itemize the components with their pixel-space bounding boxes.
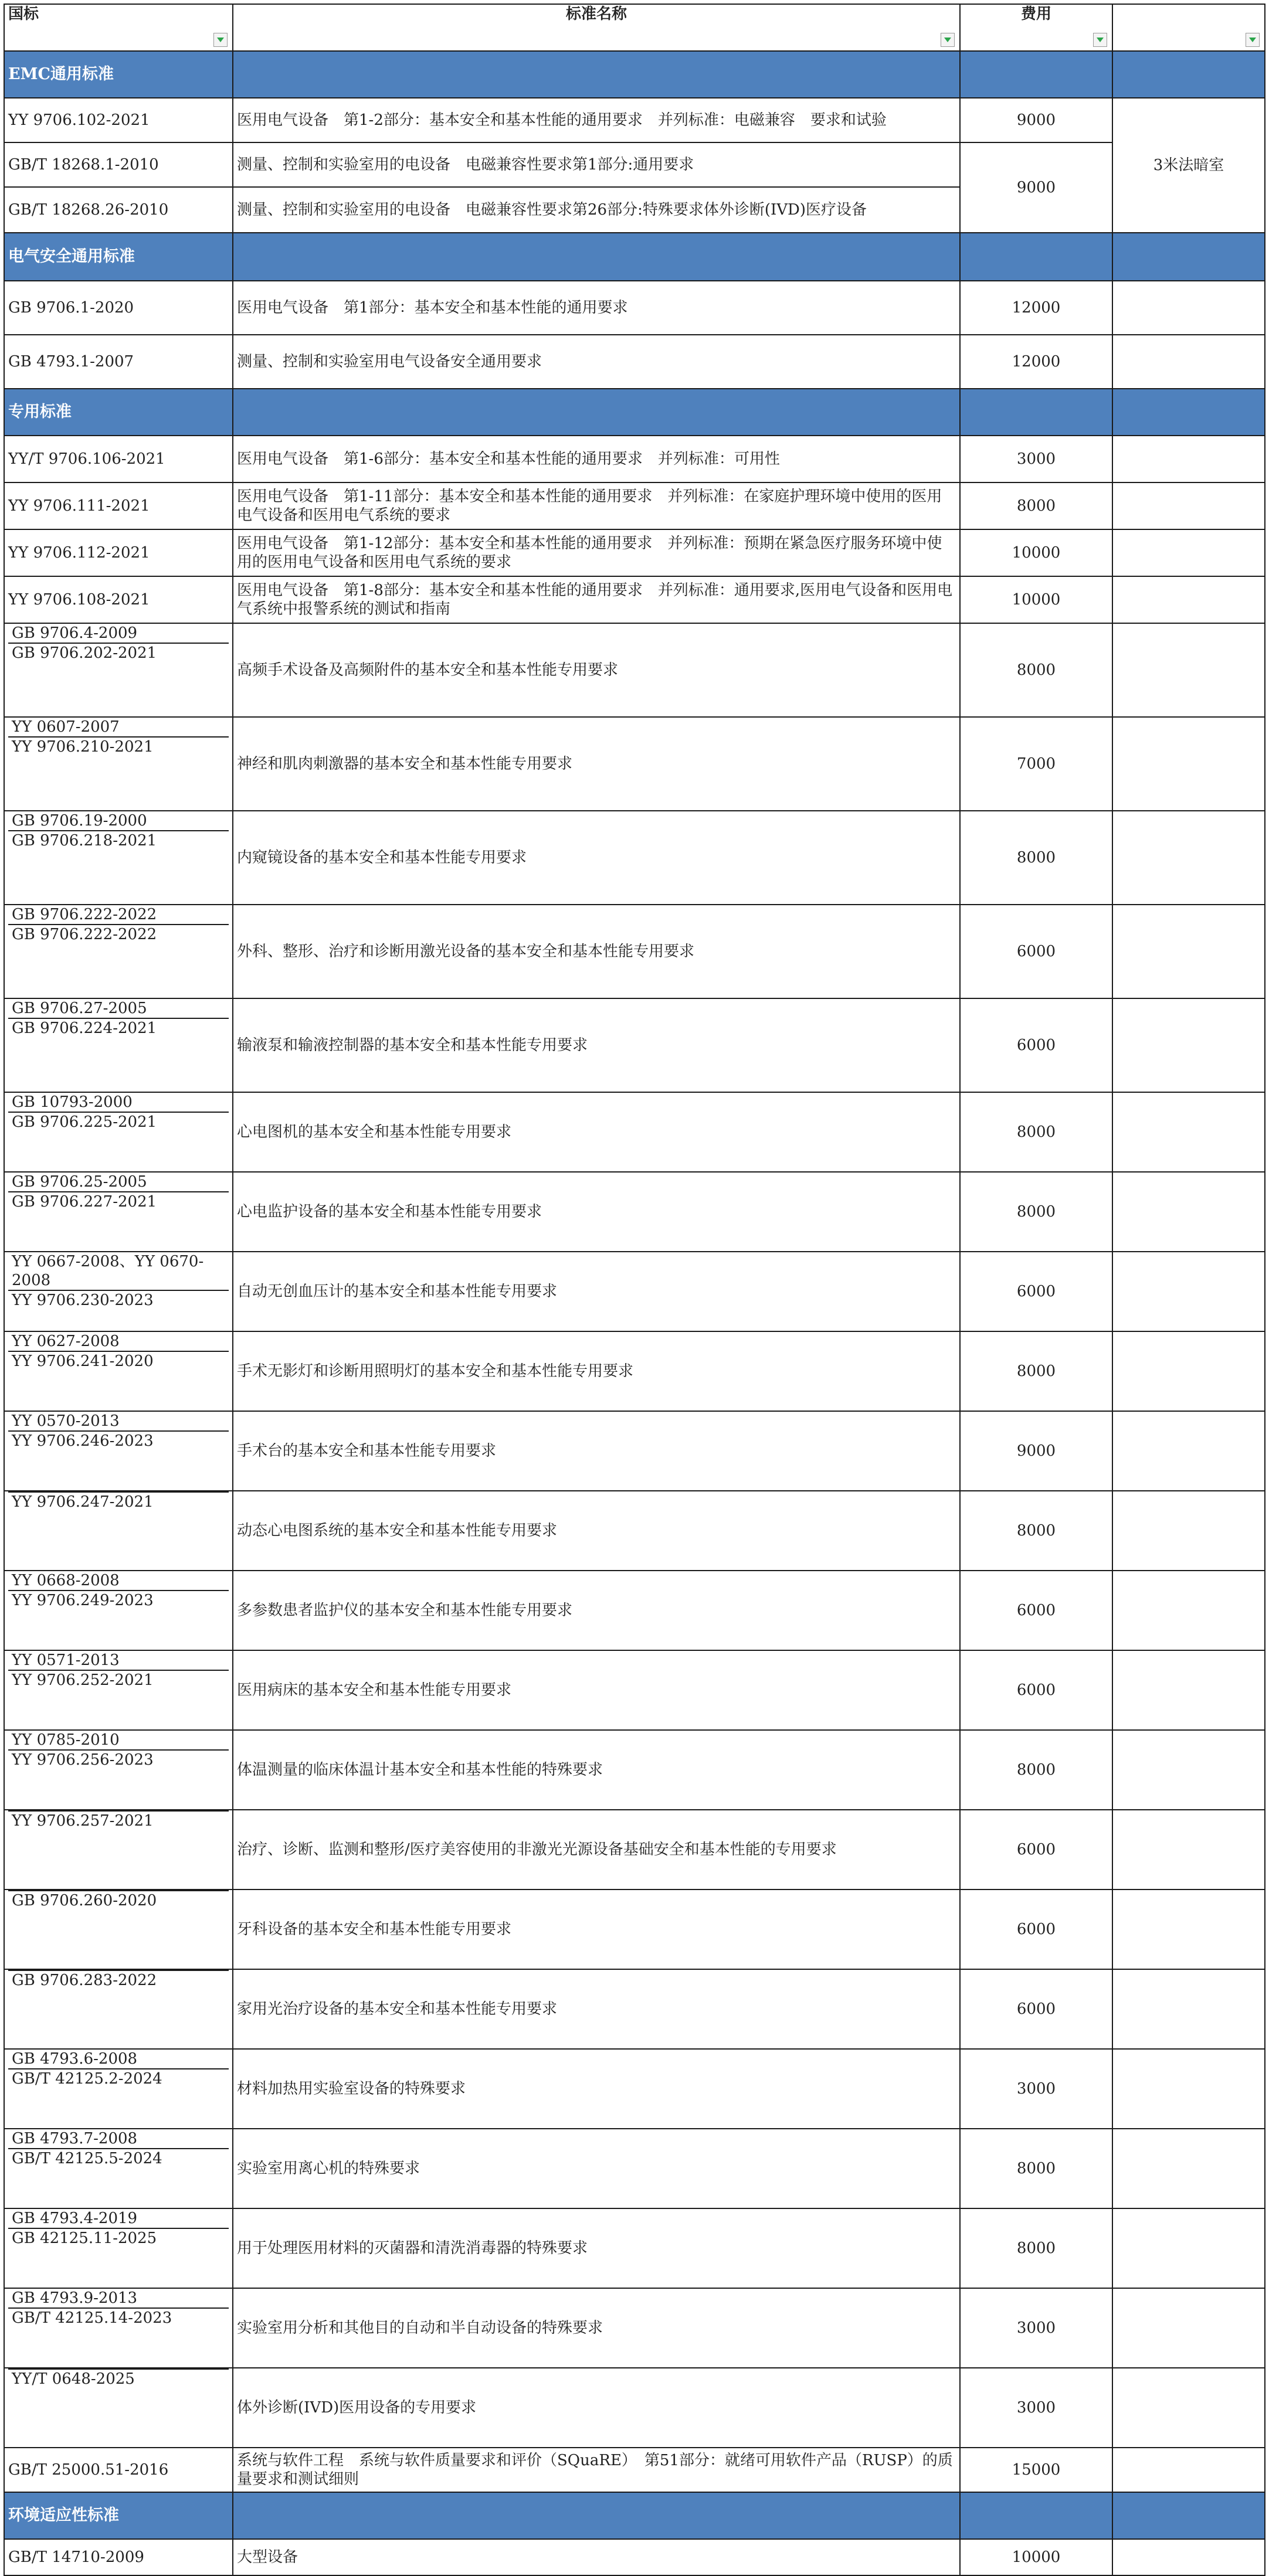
old-standard-code: GB 10793-2000 [8,1093,229,1113]
column-header-name-label: 标准名称 [565,5,627,23]
standard-code-cell[interactable] [4,2129,233,2208]
new-standard-code: GB 9706.222-2022 [12,926,157,943]
note-cell[interactable] [1112,1571,1265,1650]
standard-code-cell[interactable] [4,717,233,811]
standard-name-cell[interactable]: 实验室用分析和其他目的自动和半自动设备的特殊要求 [233,2288,960,2368]
new-standard-code: GB/T 42125.14-2023 [12,2309,172,2327]
standard-name-cell[interactable]: 医用电气设备 第1-6部分：基本安全和基本性能的通用要求 并列标准：可用性 [233,436,960,482]
new-standard-code: GB 9706.224-2021 [12,1019,157,1037]
standard-code-cell[interactable] [4,2288,233,2368]
standard-code-cell[interactable]: YY 9706.111-2021 [4,482,233,529]
fee-cell[interactable]: 10000 [960,2539,1112,2575]
fee-cell[interactable]: 6000 [960,1969,1112,2049]
standard-code-cell[interactable] [4,811,233,905]
table-row [4,142,1265,187]
note-cell[interactable] [1112,482,1265,529]
standard-code-cell[interactable]: GB 9706.1-2020 [4,281,233,335]
table-row [4,2208,1265,2288]
standard-name-cell[interactable]: 体温测量的临床体温计基本安全和基本性能的特殊要求 [233,1730,960,1810]
table-row [4,1650,1265,1730]
old-standard-code: GB 4793.4-2019 [8,2209,229,2229]
table-row [4,1969,1265,2049]
note-cell[interactable] [1112,717,1265,811]
old-standard-code: GB 4793.9-2013 [8,2289,229,2309]
old-standard-code: YY 0668-2008 [8,1571,229,1591]
new-standard-code: GB/T 42125.5-2024 [12,2150,162,2167]
standard-name-cell[interactable]: 外科、整形、治疗和诊断用激光设备的基本安全和基本性能专用要求 [233,905,960,998]
section-title[interactable]: EMC通用标准 [4,51,233,98]
standard-name-cell[interactable]: 输液泵和输液控制器的基本安全和基本性能专用要求 [233,998,960,1092]
standard-name-cell[interactable]: 系统与软件工程 系统与软件质量要求和评价（SQuaRE） 第51部分：就绪可用软件产品（RUSP）的质量要求和测试细则 [233,2448,960,2492]
fee-cell[interactable]: 3000 [960,2288,1112,2368]
standard-code-cell[interactable] [4,1730,233,1810]
new-standard-code: GB 9706.283-2022 [12,1972,157,1989]
note-cell[interactable] [1112,1172,1265,1252]
standard-name-cell[interactable]: 测量、控制和实验室用的电设备 电磁兼容性要求第26部分:特殊要求体外诊断(IVD)医疗设备 [233,187,960,233]
standard-name-cell[interactable]: 高频手术设备及高频附件的基本安全和基本性能专用要求 [233,623,960,717]
new-standard-code: YY 9706.256-2023 [12,1751,154,1769]
table-row [4,436,1265,482]
new-standard-code: GB 9706.225-2021 [12,1113,157,1131]
table-row [4,1252,1265,1331]
table-row [4,2448,1265,2492]
table-row [4,1810,1265,1889]
section-header-cell[interactable] [233,51,960,98]
note-cell[interactable] [1112,998,1265,1092]
new-standard-code: YY 9706.241-2020 [12,1352,154,1370]
table-row [4,1571,1265,1650]
fee-cell[interactable]: 8000 [960,1331,1112,1411]
section-header-cell[interactable] [960,233,1112,281]
standard-name-cell[interactable]: 体外诊断(IVD)医用设备的专用要求 [233,2368,960,2448]
new-standard-code: YY 9706.230-2023 [12,1292,154,1309]
standard-name-cell[interactable]: 手术台的基本安全和基本性能专用要求 [233,1411,960,1491]
new-standard-code: GB 9706.218-2021 [12,832,157,849]
table-row [4,905,1265,998]
old-standard-code: YY 0570-2013 [8,1412,229,1432]
fee-cell[interactable]: 9000 [960,98,1112,142]
fee-cell[interactable]: 8000 [960,482,1112,529]
table-row [4,717,1265,811]
fee-cell[interactable]: 8000 [960,1092,1112,1172]
note-cell[interactable] [1112,576,1265,623]
fee-cell[interactable]: 6000 [960,1650,1112,1730]
table-row [4,281,1265,335]
new-standard-code: YY/T 0648-2025 [12,2370,135,2388]
standard-code-cell[interactable] [4,2368,233,2448]
column-header-code[interactable] [4,4,233,51]
old-standard-code: YY 0627-2008 [8,1332,229,1352]
standard-code-cell[interactable] [4,998,233,1092]
section-title[interactable]: 专用标准 [4,389,233,436]
standard-code-cell[interactable]: YY 9706.102-2021 [4,98,233,142]
standard-name-cell[interactable]: 医用电气设备 第1-8部分：基本安全和基本性能的通用要求 并列标准：通用要求,医用电气设备和医用电气系统中报警系统的测试和指南 [233,576,960,623]
note-cell[interactable] [1112,1411,1265,1491]
standard-name-cell[interactable]: 医用电气设备 第1-12部分：基本安全和基本性能的通用要求 并列标准：预期在紧急医疗服务环境中使用的医用电气设备和医用电气系统的要求 [233,529,960,576]
table-row [4,2288,1265,2368]
section-header-cell[interactable] [960,389,1112,436]
section-header-cell[interactable] [1112,51,1265,98]
note-cell[interactable]: 3米法暗室 [1112,98,1265,233]
standard-code-cell[interactable] [4,1092,233,1172]
table-row [4,1411,1265,1491]
table-row [4,623,1265,717]
standard-name-cell[interactable]: 材料加热用实验室设备的特殊要求 [233,2049,960,2129]
old-standard-code: GB 9706.4-2009 [8,624,229,644]
fee-cell[interactable]: 9000 [960,142,1112,233]
table-row [4,482,1265,529]
fee-cell[interactable]: 8000 [960,811,1112,905]
note-cell[interactable] [1112,2288,1265,2368]
new-standard-code: YY 9706.249-2023 [12,1592,154,1609]
filter-dropdown-icon[interactable] [941,33,955,47]
new-standard-code: GB 9706.227-2021 [12,1193,157,1211]
standard-code-cell[interactable] [4,1252,233,1331]
standard-code-cell[interactable] [4,1331,233,1411]
note-cell[interactable] [1112,2368,1265,2448]
table-row [4,1889,1265,1969]
table-row [4,1730,1265,1810]
column-header-note[interactable] [1112,4,1265,51]
standard-name-cell[interactable]: 家用光治疗设备的基本安全和基本性能专用要求 [233,1969,960,2049]
new-standard-code: GB/T 42125.2-2024 [12,2070,162,2088]
table-row [4,98,1265,142]
note-cell[interactable] [1112,529,1265,576]
table-row [4,529,1265,576]
section-header-cell[interactable] [233,389,960,436]
standard-name-cell[interactable]: 手术无影灯和诊断用照明灯的基本安全和基本性能专用要求 [233,1331,960,1411]
fee-cell[interactable]: 10000 [960,576,1112,623]
standard-code-cell[interactable] [4,1491,233,1571]
column-header-name[interactable] [233,4,960,51]
standard-name-cell[interactable]: 测量、控制和实验室用的电设备 电磁兼容性要求第1部分:通用要求 [233,142,960,187]
standard-code-cell[interactable]: YY 9706.112-2021 [4,529,233,576]
section-header-row [4,51,1265,98]
section-header-cell[interactable] [233,2492,960,2539]
section-header-cell[interactable] [960,51,1112,98]
old-standard-code: GB 9706.19-2000 [8,811,229,831]
note-cell[interactable] [1112,1331,1265,1411]
standard-code-cell[interactable]: YY/T 9706.106-2021 [4,436,233,482]
fee-cell[interactable]: 6000 [960,1889,1112,1969]
standard-code-cell[interactable]: GB/T 18268.26-2010 [4,187,233,233]
note-cell[interactable] [1112,623,1265,717]
new-standard-code: YY 9706.246-2023 [12,1432,154,1450]
new-standard-code: YY 9706.247-2021 [12,1493,154,1511]
standard-code-cell[interactable]: YY 9706.108-2021 [4,576,233,623]
standard-code-cell[interactable] [4,905,233,998]
fee-cell[interactable]: 12000 [960,281,1112,335]
standard-name-cell[interactable]: 测量、控制和实验室用电气设备安全通用要求 [233,335,960,389]
standard-code-cell[interactable] [4,1571,233,1650]
old-standard-code: GB 4793.6-2008 [8,2050,229,2069]
section-header-cell[interactable] [1112,233,1265,281]
standard-code-cell[interactable] [4,1172,233,1252]
fee-cell[interactable]: 15000 [960,2448,1112,2492]
new-standard-code: GB 9706.260-2020 [12,1892,157,1909]
standard-name-cell[interactable]: 大型设备 [233,2539,960,2575]
table-row [4,2129,1265,2208]
table-body [4,51,1265,2575]
standard-code-cell[interactable]: GB/T 14710-2009 [4,2539,233,2575]
table-row [4,2368,1265,2448]
column-header-fee[interactable] [960,4,1112,51]
section-header-row [4,2492,1265,2539]
old-standard-code: YY 0607-2007 [8,718,229,738]
table-row [4,1491,1265,1571]
note-cell[interactable] [1112,281,1265,335]
old-standard-code: GB 9706.25-2005 [8,1173,229,1192]
new-standard-code: YY 9706.252-2021 [12,1671,154,1689]
note-cell[interactable] [1112,1969,1265,2049]
note-cell[interactable] [1112,2049,1265,2129]
standard-code-cell[interactable] [4,2049,233,2129]
standard-code-cell[interactable] [4,2208,233,2288]
section-header-cell[interactable] [233,233,960,281]
standard-name-cell[interactable]: 用于处理医用材料的灭菌器和清洗消毒器的特殊要求 [233,2208,960,2288]
column-header-code-label: 国标 [8,5,39,23]
note-cell[interactable] [1112,1810,1265,1889]
standard-code-cell[interactable]: GB/T 18268.1-2010 [4,142,233,187]
note-cell[interactable] [1112,2539,1265,2575]
standard-name-cell[interactable]: 多参数患者监护仪的基本安全和基本性能专用要求 [233,1571,960,1650]
fee-cell[interactable]: 6000 [960,1252,1112,1331]
standard-code-cell[interactable]: GB 4793.1-2007 [4,335,233,389]
filter-dropdown-icon[interactable] [1093,33,1107,47]
fee-cell[interactable]: 9000 [960,1411,1112,1491]
standard-code-cell[interactable]: GB/T 25000.51-2016 [4,2448,233,2492]
standard-name-cell[interactable]: 心电监护设备的基本安全和基本性能专用要求 [233,1172,960,1252]
table-row [4,1172,1265,1252]
new-standard-code: GB 9706.202-2021 [12,644,157,662]
filter-dropdown-icon[interactable] [213,33,228,47]
note-cell[interactable] [1112,1252,1265,1331]
section-header-row [4,389,1265,436]
standard-code-cell[interactable] [4,1889,233,1969]
new-standard-code: YY 9706.257-2021 [12,1812,154,1830]
standard-name-cell[interactable]: 医用病床的基本安全和基本性能专用要求 [233,1650,960,1730]
new-standard-code: GB 42125.11-2025 [12,2230,157,2247]
fee-cell[interactable]: 3000 [960,2368,1112,2448]
standard-name-cell[interactable]: 实验室用离心机的特殊要求 [233,2129,960,2208]
spreadsheet [4,4,1264,2576]
standard-code-cell[interactable] [4,1411,233,1491]
standard-code-cell[interactable] [4,623,233,717]
fee-cell[interactable]: 6000 [960,1571,1112,1650]
fee-cell[interactable]: 8000 [960,1730,1112,1810]
standard-code-cell[interactable] [4,1969,233,2049]
table-row [4,1331,1265,1411]
standard-name-cell[interactable]: 神经和肌肉刺激器的基本安全和基本性能专用要求 [233,717,960,811]
table-row [4,2049,1265,2129]
fee-cell[interactable]: 8000 [960,2208,1112,2288]
fee-cell[interactable]: 7000 [960,717,1112,811]
standard-name-cell[interactable]: 心电图机的基本安全和基本性能专用要求 [233,1092,960,1172]
column-header-fee-label: 费用 [1020,5,1051,23]
note-cell[interactable] [1112,1650,1265,1730]
standard-name-cell[interactable]: 内窥镜设备的基本安全和基本性能专用要求 [233,811,960,905]
note-cell[interactable] [1112,811,1265,905]
note-cell[interactable] [1112,436,1265,482]
section-title[interactable]: 电气安全通用标准 [4,233,233,281]
standard-name-cell[interactable]: 医用电气设备 第1-2部分：基本安全和基本性能的通用要求 并列标准：电磁兼容 要求和试验 [233,98,960,142]
fee-cell[interactable]: 8000 [960,1491,1112,1571]
note-cell[interactable] [1112,1491,1265,1571]
table-row [4,998,1265,1092]
table-row [4,811,1265,905]
old-standard-code: YY 0785-2010 [8,1731,229,1751]
standard-code-cell[interactable] [4,1650,233,1730]
note-cell[interactable] [1112,1730,1265,1810]
new-standard-code: YY 9706.210-2021 [12,738,154,756]
standard-name-cell[interactable]: 治疗、诊断、监测和整形/医疗美容使用的非激光光源设备基础安全和基本性能的专用要求 [233,1810,960,1889]
standard-name-cell[interactable]: 动态心电图系统的基本安全和基本性能专用要求 [233,1491,960,1571]
old-standard-code: GB 4793.7-2008 [8,2129,229,2149]
note-cell[interactable] [1112,905,1265,998]
standard-code-cell[interactable] [4,1810,233,1889]
old-standard-code: GB 9706.27-2005 [8,999,229,1019]
fee-cell[interactable]: 6000 [960,998,1112,1092]
fee-cell[interactable]: 10000 [960,529,1112,576]
note-cell[interactable] [1112,2129,1265,2208]
note-cell[interactable] [1112,2208,1265,2288]
table-row [4,576,1265,623]
table-row [4,335,1265,389]
filter-dropdown-icon[interactable] [1246,33,1260,47]
standard-name-cell[interactable]: 医用电气设备 第1部分：基本安全和基本性能的通用要求 [233,281,960,335]
fee-cell[interactable]: 8000 [960,2129,1112,2208]
old-standard-code: GB 9706.222-2022 [8,905,229,925]
note-cell[interactable] [1112,1889,1265,1969]
standards-table [4,4,1265,2576]
old-standard-code: YY 0571-2013 [8,1651,229,1671]
section-header-cell[interactable] [1112,2492,1265,2539]
fee-cell[interactable]: 3000 [960,436,1112,482]
note-cell[interactable] [1112,1092,1265,1172]
fee-cell[interactable]: 6000 [960,1810,1112,1889]
fee-cell[interactable]: 8000 [960,623,1112,717]
table-row [4,1092,1265,1172]
fee-cell[interactable]: 3000 [960,2049,1112,2129]
old-standard-code: YY 0667-2008、YY 0670-2008 [8,1252,229,1291]
fee-cell[interactable]: 8000 [960,1172,1112,1252]
standard-name-cell[interactable]: 医用电气设备 第1-11部分：基本安全和基本性能的通用要求 并列标准：在家庭护理环境中使用的医用电气设备和医用电气系统的要求 [233,482,960,529]
table-row [4,2539,1265,2575]
standard-name-cell[interactable]: 自动无创血压计的基本安全和基本性能专用要求 [233,1252,960,1331]
section-header-row [4,233,1265,281]
header-row [4,4,1265,51]
note-cell[interactable] [1112,335,1265,389]
standard-name-cell[interactable]: 牙科设备的基本安全和基本性能专用要求 [233,1889,960,1969]
fee-cell[interactable]: 6000 [960,905,1112,998]
section-title[interactable]: 环境适应性标准 [4,2492,233,2539]
section-header-cell[interactable] [960,2492,1112,2539]
fee-cell[interactable]: 12000 [960,335,1112,389]
section-header-cell[interactable] [1112,389,1265,436]
note-cell[interactable] [1112,2448,1265,2492]
